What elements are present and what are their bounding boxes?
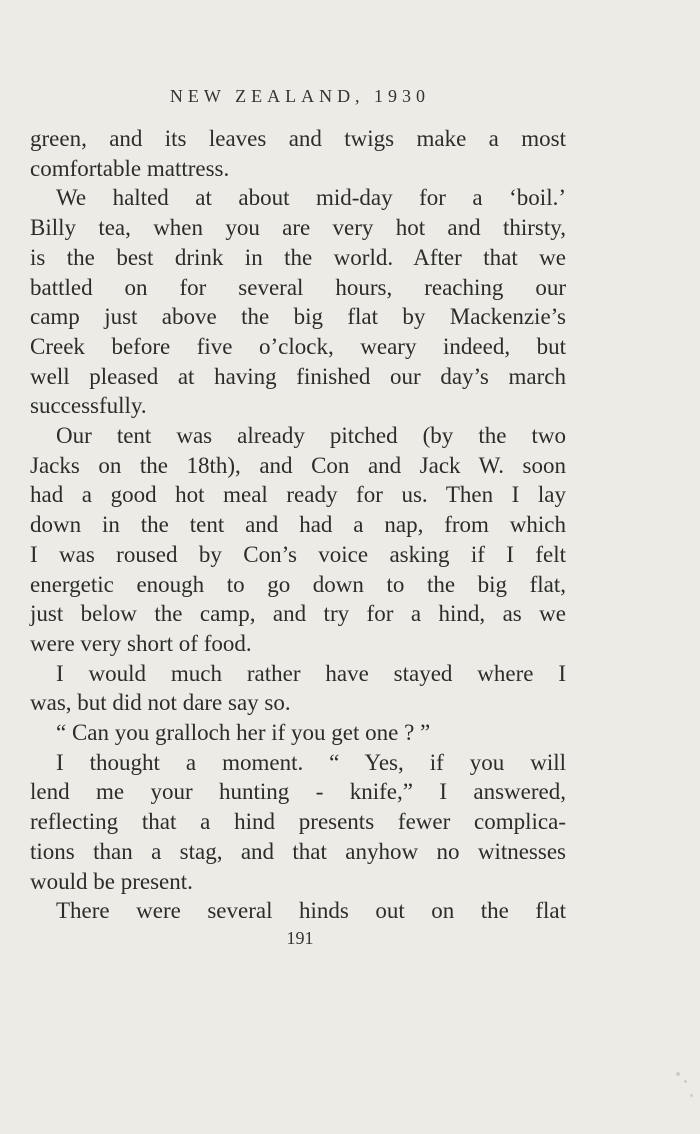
running-head: NEW ZEALAND, 1930 (169, 86, 431, 106)
text-line: Creek before five o’clock, weary indeed, but (30, 333, 566, 359)
text-line: had a good hot meal ready for us. Then I lay (30, 482, 566, 508)
paper-speck (676, 1072, 680, 1076)
text-line: successfully. (30, 393, 147, 419)
text-line: “ Can you gralloch her if you get one ? ” (56, 720, 431, 746)
paper-speck (690, 1094, 693, 1097)
text-line: tions than a stag, and that anyhow no witnesses (30, 838, 566, 864)
text-line: energetic enough to go down to the big flat, (30, 571, 566, 597)
paragraph (30, 748, 566, 897)
text-line: reflecting that a hind presents fewer complica- (30, 809, 566, 835)
text-line: I would much rather have stayed where I (56, 660, 566, 686)
paper-speck (684, 1080, 687, 1083)
text-line: would be present. (30, 868, 193, 894)
text-line: Jacks on the 18th), and Con and Jack W. soon (30, 452, 566, 478)
paragraph (30, 421, 566, 659)
text-line: down in the tent and had a nap, from which (30, 512, 566, 538)
text-line: Our tent was already pitched (by the two (56, 423, 566, 449)
text-line: I was roused by Con’s voice asking if I felt (30, 541, 566, 567)
text-line: We halted at about mid-day for a ‘boil.’ (56, 185, 566, 211)
text-line: just below the camp, and try for a hind, as we (30, 601, 566, 627)
text-line: I thought a moment. “ Yes, if you will (56, 749, 566, 775)
text-line: lend me your hunting - knife,” I answered, (30, 779, 566, 805)
paragraph (30, 718, 566, 748)
page-number: 191 (286, 928, 314, 948)
body-text (30, 124, 566, 926)
text-line: green, and its leaves and twigs make a most (30, 126, 566, 151)
text-line: is the best drink in the world. After that we (30, 244, 566, 270)
paragraph (30, 896, 566, 926)
text-line: Billy tea, when you are very hot and thirsty, (30, 215, 566, 241)
paragraph (30, 183, 566, 421)
text-line: were very short of food. (30, 630, 252, 656)
paragraph (30, 659, 566, 718)
text-line: battled on for several hours, reaching our (30, 274, 566, 300)
text-line: camp just above the big flat by Mackenzie’s (30, 304, 566, 330)
text-line: well pleased at having finished our day’s march (30, 363, 566, 389)
text-line: There were several hinds out on the flat (56, 898, 566, 924)
paragraph (30, 124, 566, 183)
text-line: was, but did not dare say so. (30, 690, 291, 716)
text-line: comfortable mattress. (30, 155, 230, 181)
